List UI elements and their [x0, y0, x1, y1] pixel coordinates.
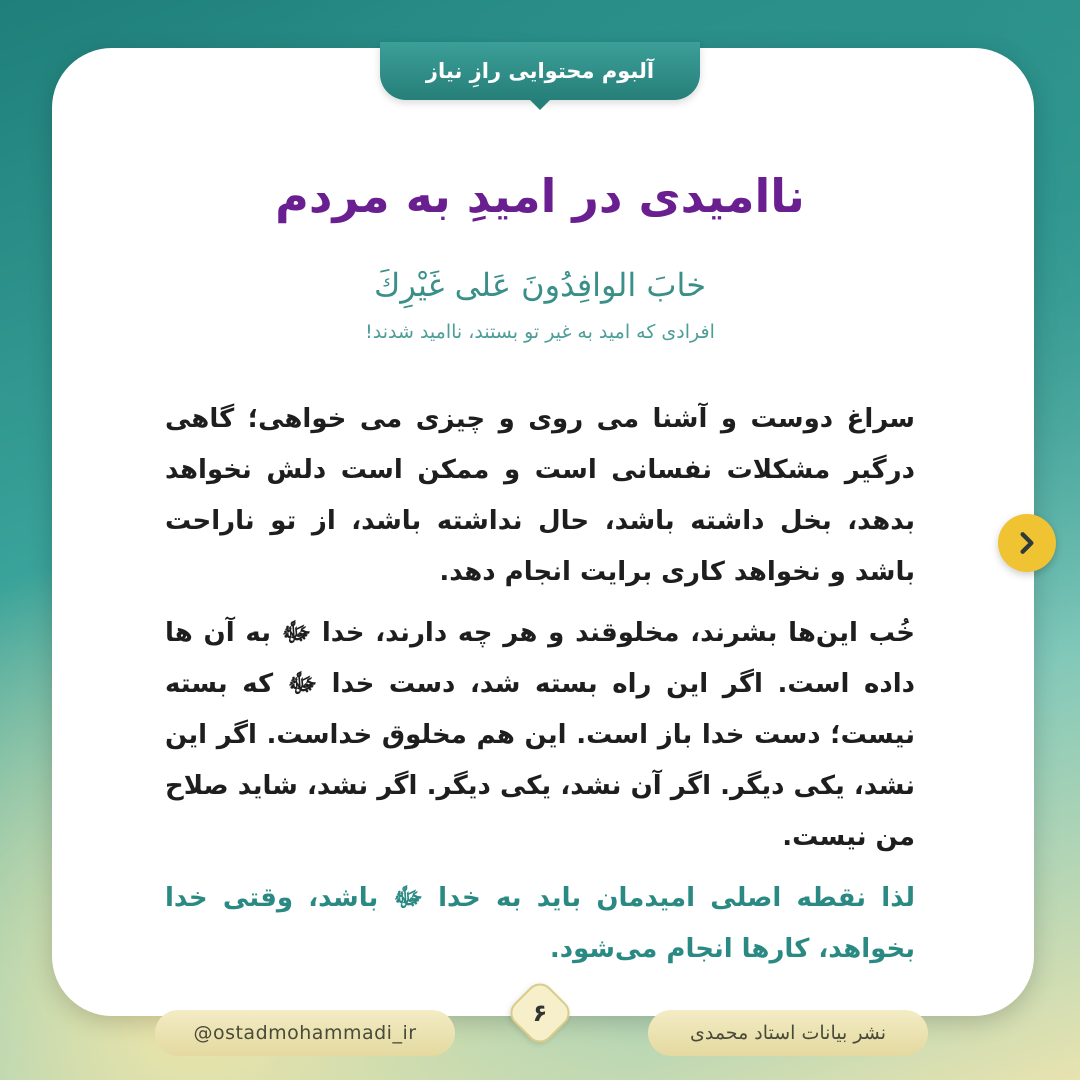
chevron-right-icon: [1014, 530, 1040, 556]
album-label: آلبوم محتوایی رازِ نیاز: [425, 59, 655, 83]
page-title: ناامیدی در امیدِ به مردم: [275, 169, 805, 223]
next-button[interactable]: [998, 514, 1056, 572]
paragraph-1: سراغ دوست و آشنا می روی و چیزی می خواهی؛ گاهی درگیر مشکلات نفسانی است و ممکن است دلش نخواهد بدهد، بخل داشته باشد، حال نداشته باشد، از تو ناراحت باشد و نخواهد کاری برایت انجام دهد.: [165, 404, 915, 587]
highlight-paragraph: لذا نقطه اصلی امیدمان باید به خدا ﷻ باشد، وقتی خدا بخواهد، کارها انجام می‌شود.: [165, 883, 915, 964]
social-handle-badge: [155, 1010, 455, 1056]
quote-translation: افرادی که امید به غیر تو بستند، ناامید شدند!: [365, 321, 715, 343]
body-text: [165, 394, 915, 975]
album-label-tab: [380, 42, 700, 100]
page-number: ۶: [532, 999, 548, 1027]
paragraph-2: خُب این‌ها بشرند، مخلوقند و هر چه دارند، خدا ﷻ به آن ها داده است. اگر این راه بسته شد، دست خدا ﷻ که بسته نیست؛ دست خدا باز است. این هم مخلوق خداست. اگر این نشد، یکی دیگر. اگر آن نشد، یکی دیگر. اگر نشد، شاید صلاح من نیست.: [165, 618, 915, 852]
publisher-badge: [648, 1010, 928, 1056]
arabic-quote: خابَ الوافِدُونَ عَلى غَيْرِكَ: [373, 266, 707, 304]
publisher-name: نشر بیانات استاد محمدی: [689, 1022, 887, 1044]
social-handle: @ostadmohammadi_ir: [193, 1022, 417, 1044]
